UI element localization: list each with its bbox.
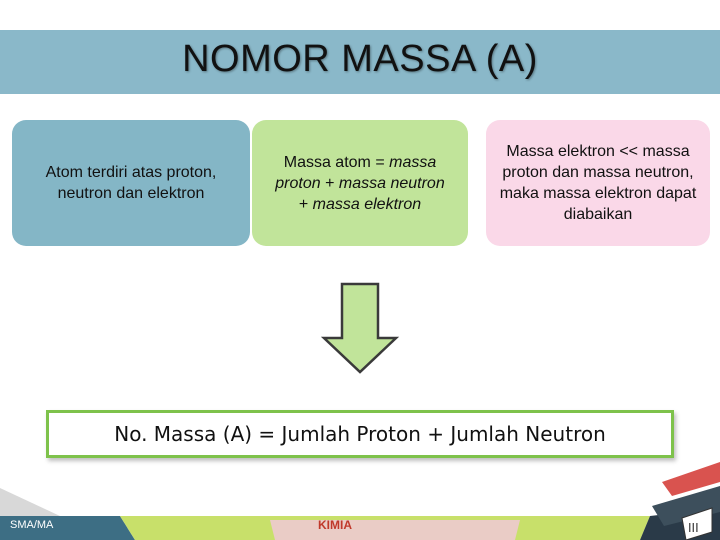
footer-left-accent — [0, 488, 70, 518]
mass-number-formula-text: No. Massa (A) = Jumlah Proton + Jumlah Neutron — [114, 422, 606, 446]
atom-mass-line2-italic: proton — [275, 174, 321, 192]
info-box-atom-mass-text — [275, 152, 444, 215]
footer-banner — [0, 508, 720, 540]
atom-mass-line3-italic: massa elektron — [312, 195, 422, 213]
atom-mass-line2: + — [320, 174, 339, 192]
slide-title: NOMOR MASSA (A) — [182, 38, 538, 80]
mass-number-formula-box — [46, 410, 674, 458]
footer-right-logo-icon — [652, 462, 720, 540]
info-box-electron-mass-text: Massa elektron << massa proton dan massa neutron, maka massa elektron dapat diabaikan — [499, 143, 697, 223]
footer-level-label: SMA/MA — [10, 519, 54, 531]
footer-subject-label: KIMIA — [318, 518, 352, 532]
info-box-atom-composition-text: Atom terdiri atas proton, neutron dan elektron — [45, 164, 217, 202]
atom-mass-line1-italic: massa — [389, 153, 437, 171]
info-box-atom-mass — [252, 120, 468, 246]
atom-mass-line3: + — [298, 195, 313, 213]
atom-mass-line2-italic2: massa neutron — [338, 174, 445, 192]
svg-text:III: III — [688, 521, 699, 535]
down-arrow-icon — [320, 282, 400, 376]
info-box-electron-mass — [486, 120, 710, 246]
atom-mass-line1: Massa atom = — [283, 153, 390, 171]
info-box-atom-composition — [12, 120, 250, 246]
